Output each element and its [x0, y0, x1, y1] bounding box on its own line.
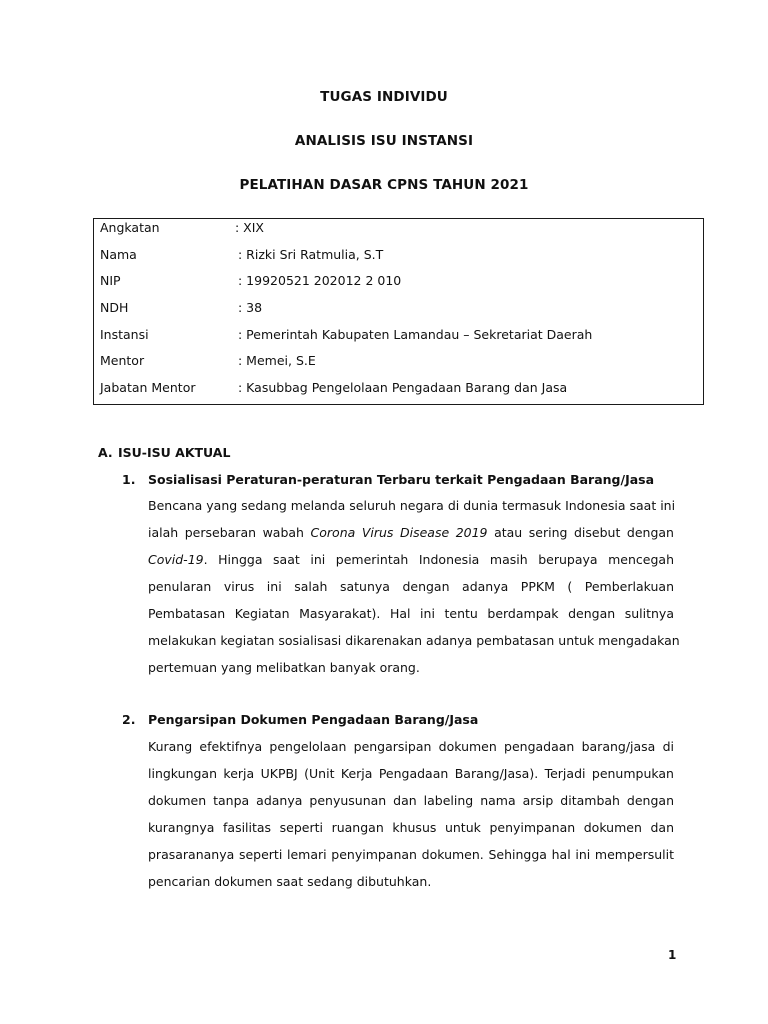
identity-label: Nama [100, 247, 137, 262]
identity-label: NIP [100, 273, 121, 288]
identity-value: : 38 [238, 300, 263, 315]
document-title: TUGAS INDIVIDU [320, 89, 448, 105]
issue-paragraph-2 [148, 733, 674, 895]
page-number: 1 [668, 948, 677, 962]
paragraph-line: Kurang efektifnya pengelolaan pengarsipan dokumen pengadaan barang/jasa di [148, 739, 674, 754]
section-label: ISU-ISU AKTUAL [118, 445, 231, 460]
issue-title: Pengarsipan Dokumen Pengadaan Barang/Jasa [148, 712, 479, 727]
paragraph-line [148, 546, 674, 573]
paragraph-line: prasarananya seperti lemari penyimpanan dokumen. Sehingga hal ini mempersulit [148, 847, 674, 862]
italic-term: Corona Virus Disease 2019 [310, 525, 488, 540]
identity-label: Instansi [100, 327, 149, 342]
identity-label: Jabatan Mentor [100, 380, 196, 395]
identity-value: : Kasubbag Pengelolaan Pengadaan Barang dan Jasa [238, 380, 568, 395]
paragraph-line: pertemuan yang melibatkan banyak orang. [148, 660, 420, 675]
paragraph-line: Bencana yang sedang melanda seluruh negara di dunia termasuk Indonesia saat ini [148, 498, 676, 513]
section-letter: A. [98, 445, 113, 460]
paragraph-line: pencarian dokumen saat sedang dibutuhkan. [148, 874, 432, 889]
text-run: atau sering disebut dengan [487, 525, 674, 540]
identity-label: Angkatan [100, 220, 160, 235]
paragraph-line: Pembatasan Kegiatan Masyarakat). Hal ini tentu berdampak dengan sulitnya [148, 606, 674, 621]
identity-label: NDH [100, 300, 129, 315]
issue-number: 2. [122, 712, 136, 727]
paragraph-line: lingkungan kerja UKPBJ (Unit Kerja Pengadaan Barang/Jasa). Terjadi penumpukan [148, 766, 674, 781]
document-subtitle: ANALISIS ISU INSTANSI [294, 133, 474, 149]
identity-value: : Pemerintah Kabupaten Lamandau – Sekretariat Daerah [238, 327, 593, 342]
issue-paragraph-1 [148, 492, 680, 681]
paragraph-line [148, 519, 674, 546]
paragraph-line: penularan virus ini salah satunya dengan adanya PPKM ( Pemberlakuan [148, 579, 674, 594]
identity-value: : 19920521 202012 2 010 [238, 273, 402, 288]
issue-number: 1. [122, 472, 136, 487]
document-training-title: PELATIHAN DASAR CPNS TAHUN 2021 [239, 177, 529, 193]
paragraph-line: kurangnya fasilitas seperti ruangan khusus untuk penyimpanan dokumen dan [148, 820, 674, 835]
paragraph-line: melakukan kegiatan sosialisasi dikarenakan adanya pembatasan untuk mengadakan [148, 633, 680, 648]
identity-label: Mentor [100, 353, 145, 368]
paragraph-line: dokumen tanpa adanya penyusunan dan labeling nama arsip ditambah dengan [148, 793, 674, 808]
identity-value: : Memei, S.E [238, 353, 316, 368]
identity-value: : Rizki Sri Ratmulia, S.T [238, 247, 384, 262]
italic-term: Covid-19 [148, 552, 204, 567]
identity-box [93, 218, 704, 405]
text-run: ialah persebaran wabah [148, 525, 311, 540]
text-run: . Hingga saat ini pemerintah Indonesia masih berupaya mencegah [203, 552, 674, 567]
issue-title: Sosialisasi Peraturan-peraturan Terbaru terkait Pengadaan Barang/Jasa [148, 472, 655, 487]
identity-value: : XIX [235, 220, 264, 235]
